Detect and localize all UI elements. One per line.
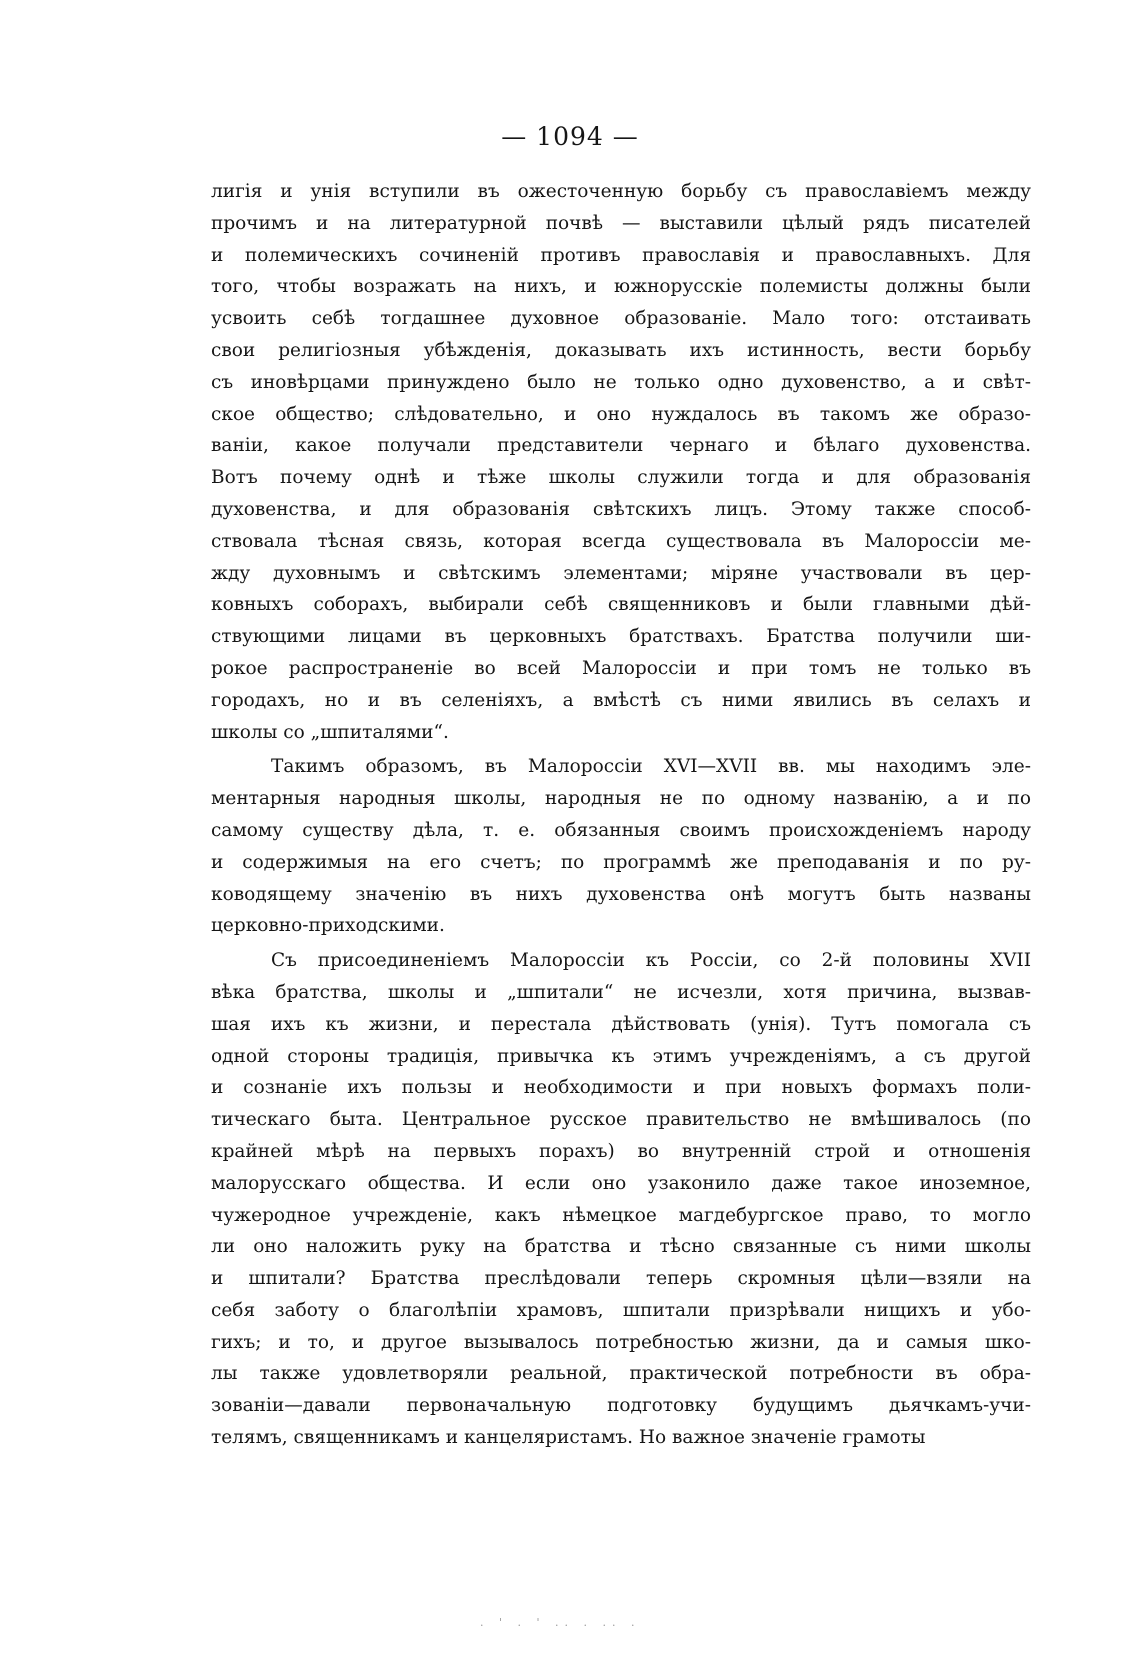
text-line: тическаго быта. Центральное русское правительство не вмѣшивалось (по (211, 1109, 1031, 1131)
text-line: ментарныя народныя школы, народныя не по одному названію, а и по (211, 788, 1031, 810)
text-line: прочимъ и на литературной почвѣ — выставили цѣлый рядъ писателей (211, 212, 1031, 234)
text-line: ствовала тѣсная связь, которая всегда существовала въ Малороссіи ме- (211, 530, 1031, 552)
text-line: телямъ, священникамъ и канцеляристамъ. Но важное значеніе грамоты (211, 1427, 926, 1449)
text-line: самому существу дѣла, т. е. обязанныя своимъ происхожденіемъ народу (211, 819, 1031, 841)
text-line: свои религіозныя убѣжденія, доказывать ихъ истинность, вести борьбу (211, 339, 1031, 361)
text-line: лигія и унія вступили въ ожесточенную борьбу съ православіемъ между (211, 181, 1031, 202)
text-line: шая ихъ къ жизни, и перестала дѣйствовать (унія). Тутъ помогала съ (211, 1013, 1031, 1035)
text-line: Съ присоединеніемъ Малороссіи къ Россіи, со 2-й половины XVII (271, 950, 1031, 972)
text-line: того, чтобы возражать на нихъ, и южнорусскіе полемисты должны были (211, 276, 1031, 298)
paragraph-p3 (211, 945, 1031, 1454)
text-line: крайней мѣрѣ на первыхъ порахъ) во внутренній строй и отношенія (211, 1140, 1031, 1162)
text-line: лы также удовлетворяли реальной, практической потребности въ обра- (211, 1363, 1031, 1385)
text-line: чужеродное учрежденіе, какъ нѣмецкое магдебургское право, то могло (211, 1204, 1031, 1226)
text-line: школы со „шпиталями“. (211, 721, 449, 743)
text-line: Такимъ образомъ, въ Малороссіи XVI—XVII вв. мы находимъ эле- (271, 756, 1031, 778)
text-line: и шпитали? Братства преслѣдовали теперь скромныя цѣли—взяли на (211, 1268, 1031, 1290)
text-line: съ иновѣрцами принуждено было не только одно духовенство, а и свѣт- (211, 371, 1031, 393)
text-line: и полемическихъ сочиненій противъ православія и православныхъ. Для (211, 244, 1031, 266)
text-line: городахъ, но и въ селеніяхъ, а вмѣстѣ съ ними явились въ селахъ и (211, 689, 1031, 711)
text-line: себя заботу о благолѣпіи храмовъ, шпитали призрѣвали нищихъ и убо- (211, 1299, 1031, 1321)
text-line: ское общество; слѣдовательно, и оно нуждалось въ такомъ же образо- (211, 403, 1031, 425)
paragraph-p1 (211, 176, 1031, 748)
text-line: и сознаніе ихъ пользы и необходимости и при новыхъ формахъ поли- (211, 1077, 1031, 1099)
text-line: вѣка братства, школы и „шпитали“ не исчезли, хотя причина, вызвав- (211, 981, 1031, 1003)
text-line: ководящему значенію въ нихъ духовенства онѣ могутъ быть названы (211, 883, 1031, 905)
text-line: ствующими лицами въ церковныхъ братствахъ. Братства получили ши- (211, 626, 1031, 648)
body-text (211, 176, 1031, 1454)
page-number: — 1094 — (501, 122, 639, 151)
text-line: зованіи—давали первоначальную подготовку будущимъ дьячкамъ-учи- (211, 1395, 1031, 1417)
paragraph-p2 (211, 751, 1031, 942)
text-line: ваніи, какое получали представители чернаго и бѣлаго духовенства. (211, 435, 1031, 457)
text-line: одной стороны традиція, привычка къ этимъ учрежденіямъ, а съ другой (211, 1045, 1031, 1067)
scan-artifact: . ' . ' .. . .. . (480, 1616, 641, 1629)
text-line: малорусскаго общества. И если оно узаконило даже такое иноземное, (211, 1172, 1031, 1194)
text-line: духовенства, и для образованія свѣтскихъ лицъ. Этому также способ- (211, 498, 1031, 520)
text-line: рокое распространеніе во всей Малороссіи и при томъ не только въ (211, 657, 1031, 679)
text-line: церковно-приходскими. (211, 915, 445, 937)
text-line: Вотъ почему однѣ и тѣже школы служили тогда и для образованія (211, 467, 1031, 489)
text-line: жду духовнымъ и свѣтскимъ элементами; міряне участвовали въ цер- (211, 562, 1031, 584)
text-line: ковныхъ соборахъ, выбирали себѣ священниковъ и были главными дѣй- (211, 594, 1031, 616)
text-line: и содержимыя на его счетъ; по программѣ же преподаванія и по ру- (211, 851, 1031, 873)
text-line: усвоить себѣ тогдашнее духовное образованіе. Мало того: отстаивать (211, 308, 1031, 330)
text-line: ли оно наложить руку на братства и тѣсно связанные съ ними школы (211, 1236, 1031, 1258)
text-line: гихъ; и то, и другое вызывалось потребностью жизни, да и самыя шко- (211, 1331, 1031, 1353)
